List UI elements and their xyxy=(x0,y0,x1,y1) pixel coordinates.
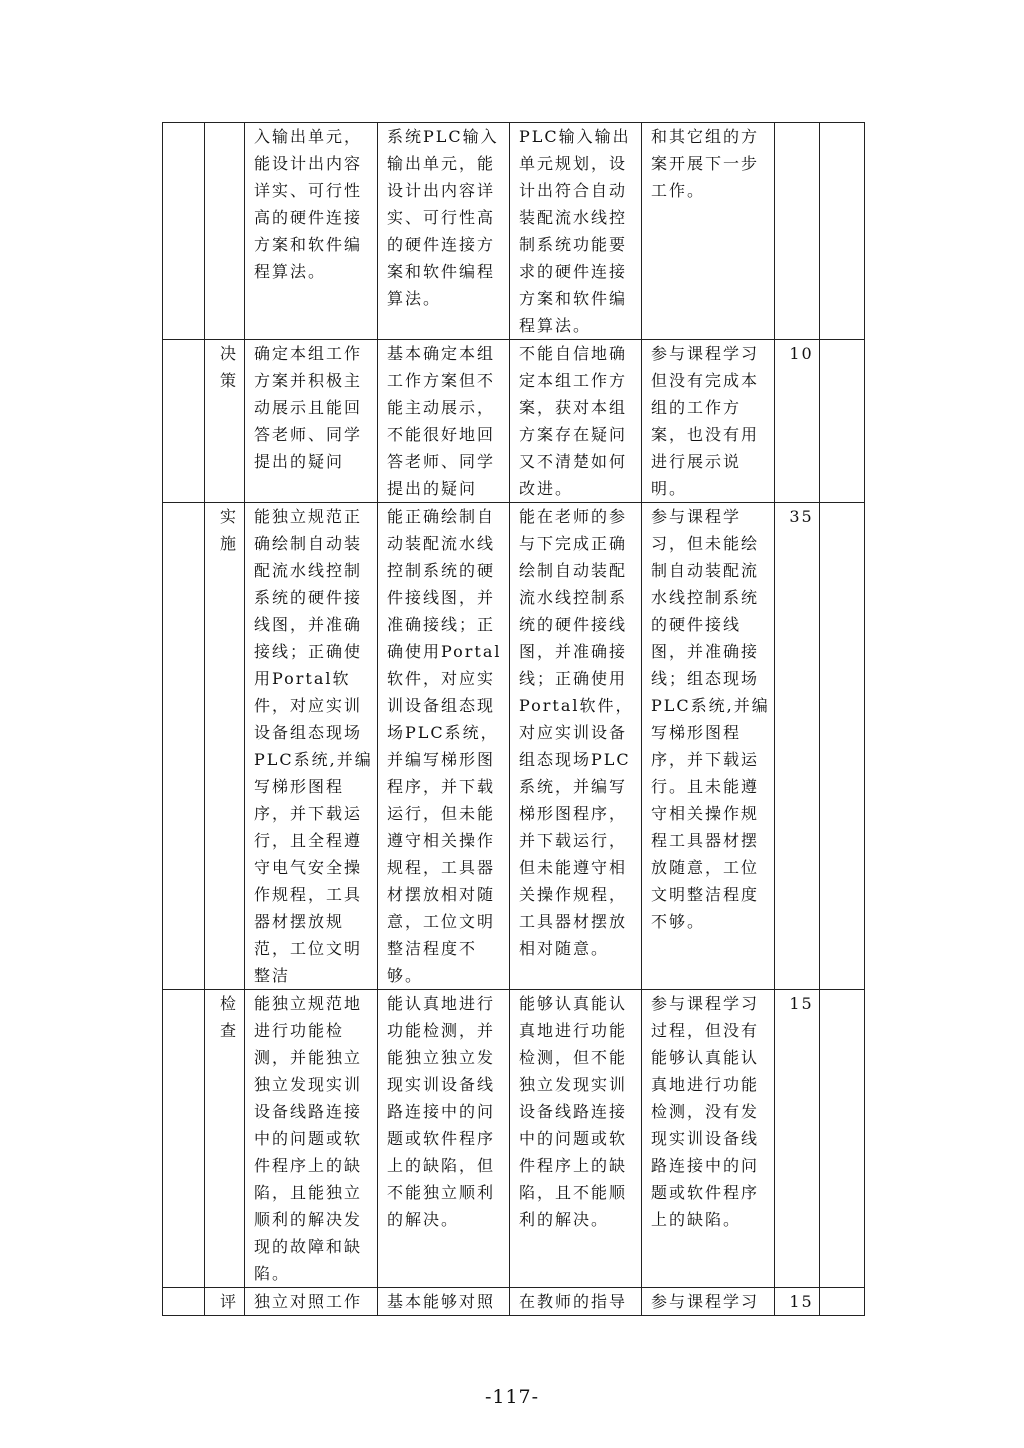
criteria-excellent-cell: 独立对照工作 xyxy=(245,1288,378,1316)
criteria-fail-cell: 参与课程学习 但没有完成本 组的工作方 案，也没有用 进行展示说 明。 xyxy=(642,340,775,503)
project-cell xyxy=(163,503,205,990)
stage-label-line-2: 策 xyxy=(219,371,238,390)
stage-label-line-1: 决 xyxy=(219,344,238,363)
criteria-good-cell: 基本能够对照 xyxy=(378,1288,510,1316)
page-number: -117- xyxy=(484,1386,540,1408)
stage-cell xyxy=(205,340,245,503)
stage-label-line-1: 检 xyxy=(219,994,238,1013)
score-cell: 15 xyxy=(775,990,820,1288)
project-cell xyxy=(163,1288,205,1316)
mark-cell xyxy=(820,990,865,1288)
score-cell xyxy=(775,123,820,340)
criteria-fail-cell: 参与课程学习 xyxy=(642,1288,775,1316)
project-cell xyxy=(163,340,205,503)
criteria-fail-cell: 和其它组的方 案开展下一步 工作。 xyxy=(642,123,775,340)
criteria-excellent-cell: 入输出单元， 能设计出内容 详实、可行性 高的硬件连接 方案和软件编 程算法。 xyxy=(245,123,378,340)
criteria-pass-cell: 能在老师的参 与下完成正确 绘制自动装配 流水线控制系 统的硬件接线 图，并准确接 线；正确使用 Portal软件， 对应实训设备 组态现场PLC 系统，并编写 梯形图程序， 并下载运行， 但未能遵守相 关操作规程， 工具器材摆放 相对随意。 xyxy=(510,503,642,990)
score-cell: 35 xyxy=(775,503,820,990)
score-cell: 15 xyxy=(775,1288,820,1316)
criteria-good-cell: 能认真地进行 功能检测，并 能独立独立发 现实训设备线 路连接中的问 题或软件程序 上的缺陷，但 不能独立顺利 的解决。 xyxy=(378,990,510,1288)
stage-cell xyxy=(205,503,245,990)
criteria-fail-cell: 参与课程学习 过程，但没有 能够认真能认 真地进行功能 检测，没有发 现实训设备线 路连接中的问 题或软件程序 上的缺陷。 xyxy=(642,990,775,1288)
stage-label: 评 xyxy=(219,1292,238,1311)
table-row xyxy=(163,340,865,503)
stage-cell xyxy=(205,1288,245,1316)
stage-label-line-2: 查 xyxy=(219,1021,238,1040)
mark-cell xyxy=(820,503,865,990)
criteria-good-cell: 能正确绘制自 动装配流水线 控制系统的硬 件接线图，并 准确接线；正 确使用Portal 软件，对应实 训设备组态现 场PLC系统， 并编写梯形图 程序，并下载 运行，但未能 遵守相关操作 规程，工具器 材摆放相对随 意，工位文明 整洁程度不 够。 xyxy=(378,503,510,990)
table-row xyxy=(163,123,865,340)
criteria-good-cell: 系统PLC输入 输出单元，能 设计出内容详 实、可行性高 的硬件连接方 案和软件编程 算法。 xyxy=(378,123,510,340)
criteria-pass-cell: 不能自信地确 定本组工作方 案，获对本组 方案存在疑问 又不清楚如何 改进。 xyxy=(510,340,642,503)
criteria-excellent-cell: 能独立规范正 确绘制自动装 配流水线控制 系统的硬件接 线图，并准确 接线；正确使 用Portal软 件，对应实训 设备组态现场 PLC系统,并编 写梯形图程 序，并下载运 行，且全程遵 守电气安全操 作规程，工具 器材摆放规 范，工位文明 整洁 xyxy=(245,503,378,990)
criteria-excellent-cell: 确定本组工作 方案并积极主 动展示且能回 答老师、同学 提出的疑问 xyxy=(245,340,378,503)
table-row xyxy=(163,990,865,1288)
score-cell: 10 xyxy=(775,340,820,503)
stage-label-line-2: 施 xyxy=(219,534,238,553)
stage-label-line-1: 实 xyxy=(219,507,238,526)
project-cell xyxy=(163,990,205,1288)
stage-cell xyxy=(205,990,245,1288)
criteria-fail-cell: 参与课程学 习，但未能绘 制自动装配流 水线控制系统 的硬件接线 图，并准确接 线；组态现场 PLC系统,并编 写梯形图程 序，并下载运 行。且未能遵 守相关操作规 程工具器材摆 放随意，工位 文明整洁程度 不够。 xyxy=(642,503,775,990)
project-cell xyxy=(163,123,205,340)
table-row xyxy=(163,1288,865,1316)
stage-cell xyxy=(205,123,245,340)
evaluation-table xyxy=(162,122,865,1316)
criteria-pass-cell: 能够认真能认 真地进行功能 检测，但不能 独立发现实训 设备线路连接 中的问题或软 件程序上的缺 陷，且不能顺 利的解决。 xyxy=(510,990,642,1288)
mark-cell xyxy=(820,1288,865,1316)
criteria-pass-cell: PLC输入输出 单元规划，设 计出符合自动 装配流水线控 制系统功能要 求的硬件连接 方案和软件编 程算法。 xyxy=(510,123,642,340)
mark-cell xyxy=(820,123,865,340)
table-row xyxy=(163,503,865,990)
criteria-good-cell: 基本确定本组 工作方案但不 能主动展示， 不能很好地回 答老师、同学 提出的疑问 xyxy=(378,340,510,503)
criteria-pass-cell: 在教师的指导 xyxy=(510,1288,642,1316)
mark-cell xyxy=(820,340,865,503)
criteria-excellent-cell: 能独立规范地 进行功能检 测，并能独立 独立发现实训 设备线路连接 中的问题或软 件程序上的缺 陷，且能独立 顺利的解决发 现的故障和缺 陷。 xyxy=(245,990,378,1288)
